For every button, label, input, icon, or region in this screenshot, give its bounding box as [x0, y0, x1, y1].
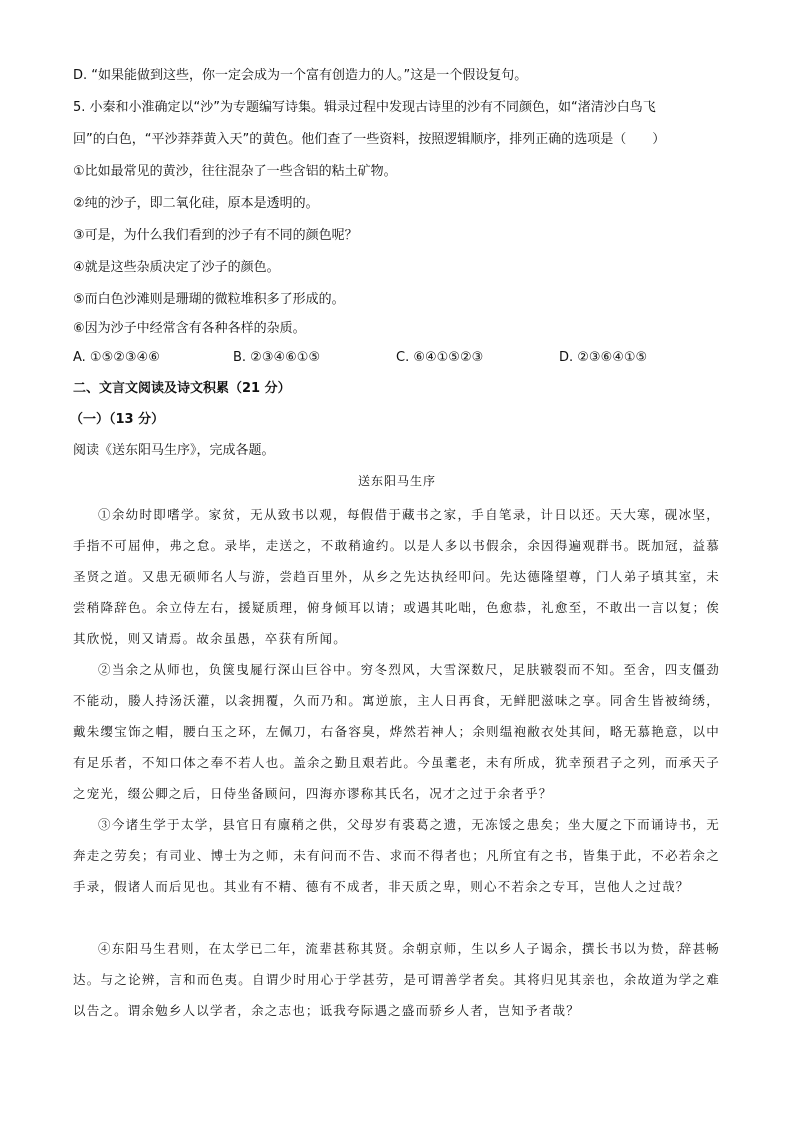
sentence-2: ②纯的沙子，即二氧化硅，原本是透明的。 [73, 196, 319, 211]
question-5-stem-line-1: 5. 小秦和小淮确定以“沙”为专题编写诗集。辑录过程中发现古诗里的沙有不同颜色，如“渚清沙白鸟飞 [73, 100, 656, 115]
section-title: 二、文言文阅读及诗文积累（21 分） [73, 381, 291, 396]
passage-paragraph-4: ④东阳马生君则，在太学已二年，流辈甚称其贤。余朝京师，生以乡人子谒余，撰长书以为贽，辞甚畅达。与之论辨，言和而色夷。自谓少时用心于学甚劳，是可谓善学者矣。其将归见其亲也，余故道为学之难以告之。谓余勉乡人以学者，余之志也；诋我夸际遇之盛而骄乡人者，岂知予者哉？ [73, 941, 720, 1018]
reading-instruction: 阅读《送东阳马生序》，完成各题。 [73, 443, 275, 458]
sentence-1: ①比如最常见的黄沙，往往混杂了一些含铝的粘土矿物。 [73, 164, 397, 179]
passage-paragraph-1: ①余幼时即嗜学。家贫，无从致书以观，每假借于藏书之家，手自笔录，计日以还。天大寒，砚冰坚，手指不可屈伸，弗之怠。录毕，走送之，不敢稍逾约。以是人多以书假余，余因得遍观群书。既加冠，益慕圣贤之道。又患无硕师名人与游，尝趋百里外，从乡之先达执经叩问。先达德隆望尊，门人弟子填其室，未尝稍降辞色。余立侍左右，援疑质理，俯身倾耳以请；或遇其叱咄，色愈恭，礼愈至，不敢出一言以复；俟其欣悦，则又请焉。故余虽愚，卒获有所闻。 [73, 507, 720, 646]
option-b[interactable]: B. ②③④⑥①⑤ [233, 350, 321, 365]
question-5-stem-line-2: 回”的白色，“平沙莽莽黄入天”的黄色。他们查了一些资料，按照逻辑顺序，排列正确的选项是（ ） [73, 132, 666, 147]
sentence-5: ⑤而白色沙滩则是珊瑚的微粒堆积多了形成的。 [73, 292, 345, 307]
sentence-3: ③可是，为什么我们看到的沙子有不同的颜色呢？ [73, 228, 358, 243]
sentence-6: ⑥因为沙子中经常含有各种各样的杂质。 [73, 321, 306, 336]
option-a[interactable]: A. ①⑤②③④⑥ [73, 350, 160, 365]
passage-paragraph-3: ③今诸生学于太学，县官日有廪稍之供，父母岁有裘葛之遗，无冻馁之患矣；坐大厦之下而诵诗书，无奔走之劳矣；有司业、博士为之师，未有问而不告、求而不得者也；凡所宜有之书，皆集于此，不必若余之手录，假诸人而后见也。其业有不精、德有不成者，非天质之卑，则心不若余之专耳，岂他人之过哉？ [73, 817, 720, 894]
subsection-title: （一）（13 分） [70, 412, 165, 427]
option-c[interactable]: C. ⑥④①⑤②③ [396, 350, 484, 365]
passage-paragraph-2: ②当余之从师也，负箧曳屣行深山巨谷中。穷冬烈风，大雪深数尺，足肤皲裂而不知。至舍，四支僵劲不能动，媵人持汤沃灌，以衾拥覆，久而乃和。寓逆旅，主人日再食，无鲜肥滋味之享。同舍生皆被绮绣，戴朱缨宝饰之帽，腰白玉之环，左佩刀，右备容臭，烨然若神人；余则缊袍敝衣处其间，略无慕艳意，以中有足乐者，不知口体之奉不若人也。盖余之勤且艰若此。今虽耄老，未有所成，犹幸预君子之列，而承天子之宠光，缀公卿之后，日侍坐备顾问，四海亦谬称其氏名，况才之过于余者乎？ [73, 662, 720, 801]
option-d[interactable]: D. ②③⑥④①⑤ [559, 350, 648, 365]
sentence-4: ④就是这些杂质决定了沙子的颜色。 [73, 260, 280, 275]
question-option-d: D. “如果能做到这些，你一定会成为一个富有创造力的人。”这是一个假设复句。 [73, 68, 528, 83]
passage-title: 送东阳马生序 [357, 474, 436, 488]
